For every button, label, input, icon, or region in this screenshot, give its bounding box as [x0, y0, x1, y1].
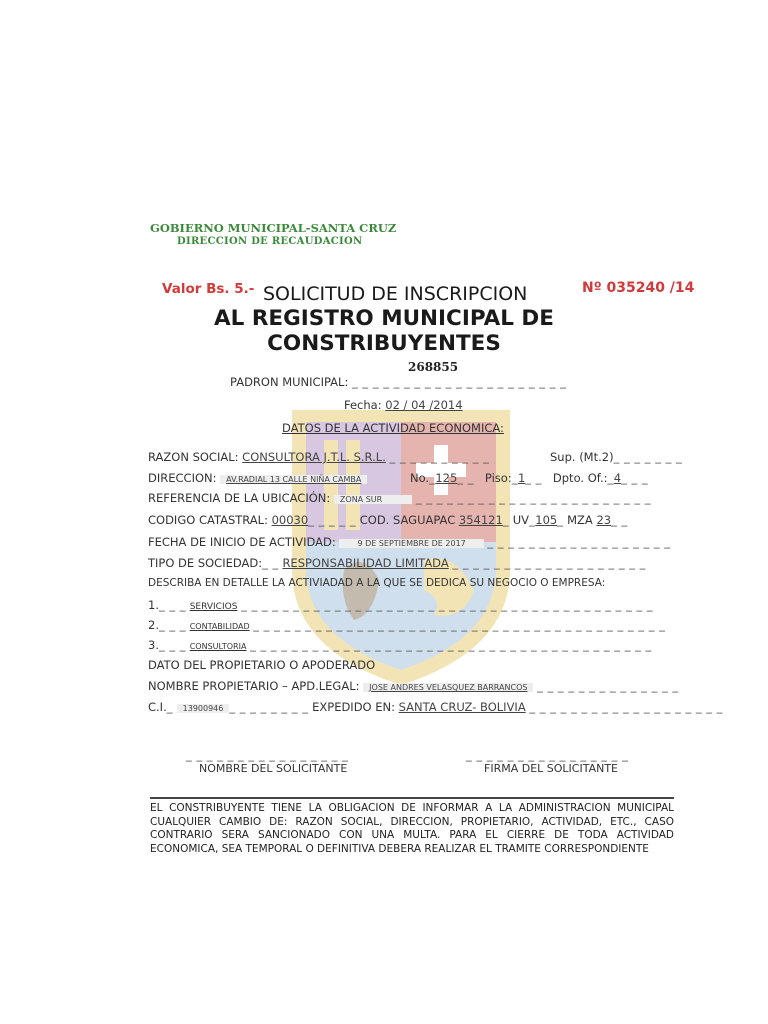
- gobierno-title: GOBIERNO MUNICIPAL-SANTA CRUZ: [150, 221, 397, 235]
- padron-label: PADRON MUNICIPAL:: [230, 375, 349, 389]
- dato-propietario-label: DATO DEL PROPIETARIO O APODERADO: [148, 658, 376, 672]
- form-title-line2: AL REGISTRO MUNICIPAL DE: [214, 306, 554, 331]
- firma-signature-line: _ _ _ _ _ _ _ _ _ _ _ _ _ _ _ _: [466, 748, 629, 762]
- direccion-label: DIRECCION:: [148, 471, 217, 485]
- ci-label: C.I.: [148, 700, 167, 714]
- referencia-row: REFERENCIA DE LA UBICACIÓN: ZONA SUR _ _ _ _ _ _ _ _ _ _ _ _ _ _ _ _ _ _ _ _ _ _ _: [148, 491, 652, 505]
- referencia-value: ZONA SUR: [334, 495, 412, 504]
- mza-value: 23: [596, 513, 612, 527]
- codigo-label: CODIGO CATASTRAL:: [148, 513, 268, 527]
- notice-box: EL CONSTRIBUYENTE TIENE LA OBLIGACION DE INFORMAR A LA ADMINISTRACION MUNICIPAL CUALQUIER CAMBIO DE: RAZON SOCIAL, DIRECCION, PROPIETARIO, ACTIVIDAD, ETC., CASO CONTRARIO SERA SANCIONADO CON UNA MULTA. PARA EL CIERRE DE TODA ACTIVIDAD ECONOMICA, SEA TEMPORAL O DEFINITIVA DEBERA REALIZAR EL TRAMITE CORRESPONDIENTE: [150, 797, 674, 856]
- actividad-value: CONTABILIDAD: [189, 622, 250, 631]
- fecha-label: Fecha:: [344, 398, 382, 412]
- razon-social-row: RAZON SOCIAL: CONSULTORA J.T.L. S.R.L. _ _ _ _ _ _ _ _ _ _: [148, 450, 490, 464]
- ci-value: 13900946: [177, 704, 230, 713]
- actividad-num: 1.: [148, 598, 159, 612]
- no-value: 125: [435, 471, 458, 485]
- mza-label: MZA: [567, 513, 593, 527]
- nombre-solicitante-label: NOMBRE DEL SOLICITANTE: [199, 762, 348, 775]
- no-label: No.: [410, 471, 430, 485]
- form-title-line1: SOLICITUD DE INSCRIPCION: [263, 283, 528, 305]
- razon-social-label: RAZON SOCIAL:: [148, 450, 239, 464]
- section-title: DATOS DE LA ACTIVIDAD ECONOMICA:: [282, 421, 504, 435]
- direccion-subtitle: DIRECCION DE RECAUDACION: [177, 236, 363, 247]
- tipo-sociedad-row: TIPO DE SOCIEDAD:_ _ RESPONSABILIDAD LIMITADA _ _ _ _ _ _ _ _ _ _ _ _ _ _ _ _ _ _ _: [148, 556, 646, 570]
- dpto-value: 4: [613, 471, 622, 485]
- piso-value: 1: [517, 471, 526, 485]
- direccion-row: [148, 471, 367, 485]
- sup-label: Sup. (Mt.2): [550, 450, 614, 464]
- sup-row: Sup. (Mt.2)_ _ _ _ _ _ _: [550, 450, 683, 464]
- tipo-sociedad-label: TIPO DE SOCIEDAD:: [148, 556, 263, 570]
- actividad-value: SERVICIOS: [189, 602, 238, 612]
- saguapac-value: 354121: [458, 513, 503, 527]
- actividad-row-3: 3._ _ _ CONSULTORIA _ _ _ _ _ _ _ _ _ _ _ _ _ _ _ _ _ _ _ _ _ _ _ _ _ _ _ _ _ _ _ _ _ _ _ _ _ _ _: [148, 638, 652, 652]
- describa-label: DESCRIBA EN DETALLE LA ACTIVIADAD A LA QUE SE DEDICA SU NEGOCIO O EMPRESA:: [148, 577, 606, 589]
- fecha-row: [344, 398, 463, 412]
- direccion-value: AV.RADIAL 13 CALLE NIÑA CAMBA: [220, 475, 367, 484]
- form-number: Nº 035240 /14: [582, 280, 695, 296]
- actividad-num: 2.: [148, 618, 159, 632]
- codigo-catastral-row: CODIGO CATASTRAL: 00030_ _ _ _ _ COD. SAGUAPAC 354121_ UV_105_ MZA 23_ _: [148, 513, 628, 527]
- form-title-line3: CONSTRIBUYENTES: [267, 331, 501, 356]
- razon-social-value: CONSULTORA J.T.L. S.R.L.: [242, 450, 386, 464]
- uv-value: 105: [535, 513, 558, 527]
- nombre-propietario-label: NOMBRE PROPIETARIO – APD.LEGAL:: [148, 679, 360, 693]
- piso-label: Piso:: [484, 471, 512, 485]
- actividad-num: 3.: [148, 638, 159, 652]
- actividad-row-2: 2._ _ _ CONTABILIDAD _ _ _ _ _ _ _ _ _ _ _ _ _ _ _ _ _ _ _ _ _ _ _ _ _ _ _ _ _ _ _ _ _ _ _ _ _ _ _ _: [148, 618, 666, 632]
- firma-solicitante-label: FIRMA DEL SOLICITANTE: [484, 762, 618, 775]
- ci-row: C.I._ 13900946 _ _ _ _ _ _ _ _ EXPEDIDO EN: SANTA CRUZ- BOLIVIA _ _ _ _ _ _ _ _ _ _ _ _ _ _ _ _ _ _ _: [148, 700, 723, 714]
- dpto-label: Dpto. Of.:: [552, 471, 608, 485]
- padron-line: _ _ _ _ _ _ _ _ _ _ _ _ _ _ _ _ _ _ _ _ _: [351, 375, 567, 389]
- expedido-value: SANTA CRUZ- BOLIVIA: [398, 700, 526, 714]
- actividad-value: CONSULTORIA: [189, 642, 247, 651]
- uv-label: UV: [512, 513, 530, 527]
- fecha-inicio-label: FECHA DE INICIO DE ACTIVIDAD:: [148, 535, 336, 549]
- tipo-sociedad-value: RESPONSABILIDAD LIMITADA: [282, 556, 449, 570]
- direccion-numbers: No._125_ _ Piso:_1_ _ Dpto. Of.:_4_ _ _: [410, 471, 649, 485]
- nombre-propietario-value: JOSE ANDRES VELASQUEZ BARRANCOS: [363, 683, 533, 692]
- saguapac-label: COD. SAGUAPAC: [359, 513, 456, 527]
- nombre-propietario-row: NOMBRE PROPIETARIO – APD.LEGAL: JOSE ANDRES VELASQUEZ BARRANCOS _ _ _ _ _ _ _ _ _ _ _ _ _ _: [148, 679, 679, 693]
- referencia-label: REFERENCIA DE LA UBICACIÓN:: [148, 491, 331, 505]
- expedido-label: EXPEDIDO EN:: [312, 700, 396, 714]
- codigo-value: 00030: [271, 513, 309, 527]
- nombre-signature-line: _ _ _ _ _ _ _ _ _ _ _ _ _ _ _ _: [186, 748, 349, 762]
- fecha-inicio-value: 9 DE SEPTIEMBRE DE 2017: [339, 539, 483, 548]
- padron-number: 268855: [408, 360, 459, 374]
- fecha-inicio-row: FECHA DE INICIO DE ACTIVIDAD: 9 DE SEPTIEMBRE DE 2017 _ _ _ _ _ _ _ _ _ _ _ _ _ _ _ _ _ _: [148, 535, 671, 549]
- valor-label: Valor Bs. 5.-: [162, 281, 255, 297]
- fecha-value: 02 / 04 /2014: [385, 398, 463, 412]
- padron-row: [230, 375, 566, 389]
- actividad-row-1: 1._ _ _ SERVICIOS _ _ _ _ _ _ _ _ _ _ _ _ _ _ _ _ _ _ _ _ _ _ _ _ _ _ _ _ _ _ _ _ _ _ _ _ _ _ _ _: [148, 598, 654, 612]
